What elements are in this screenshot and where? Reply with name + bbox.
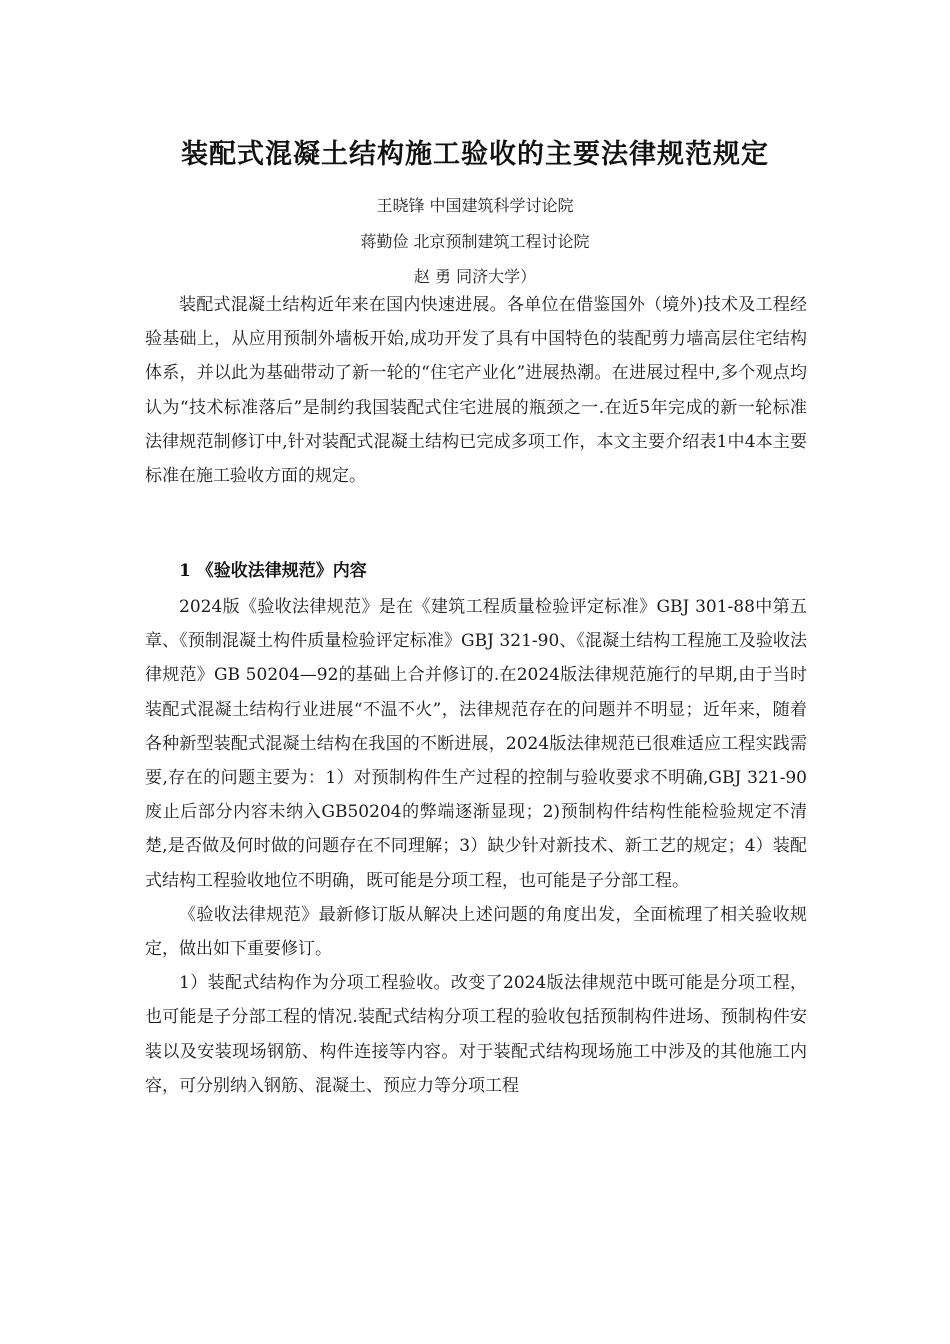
author-line-2: 蒋勤俭 北京预制建筑工程讨论院 (360, 232, 590, 251)
section-1-paragraph-3: 1）装配式结构作为分项工程验收。改变了2024版法律规范中既可能是分项工程，也可能是子分部工程的情况.装配式结构分项工程的验收包括预制构件进场、预制构件安装以及安装现场钢筋、构件连接等内容。对于装配式结构现场施工中涉及的其他施工内容，可分别纳入钢筋、混凝土、预应力等分项工程 (145, 973, 807, 1096)
section-1-paragraph-1: 2024版《验收法律规范》是在《建筑工程质量检验评定标准》GBJ 301-88中第五章、《预制混凝土构件质量检验评定标准》GBJ 321-90、《混凝土结构工程施工及验收法律规范》GB 50204—92的基础上合并修订的.在2024版法律规范施行的早期,由于当时装配式混凝土结构行业进展“不温不火”，法律规范存在的问题并不明显；近年来，随着各种新型装配式混凝土结构在我国的不断进展，2024版法律规范已很难适应工程实践需要,存在的问题主要为：1）对预制构件生产过程的控制与验收要求不明确,GBJ 321-90废止后部分内容未纳入GB50204的弊端逐渐显现；2)预制构件结构性能检验规定不清楚,是否做及何时做的问题存在不同理解；3）缺少针对新技术、新工艺的规定；4）装配式结构工程验收地位不明确，既可能是分项工程，也可能是子分部工程。 (145, 597, 807, 891)
section-1-heading: 1 《验收法律规范》内容 (179, 561, 367, 581)
author-line-3: 赵 勇 同济大学） (413, 267, 537, 286)
intro-paragraph: 装配式混凝土结构近年来在国内快速进展。各单位在借鉴国外（境外)技术及工程经验基础上，从应用预制外墙板开始,成功开发了具有中国特色的装配剪力墙高层住宅结构体系，并以此为基础带动了新一轮的“住宅产业化”进展热潮。在进展过程中,多个观点均认为“技术标准落后”是制约我国装配式住宅进展的瓶颈之一.在近5年完成的新一轮标准法律规范制修订中,针对装配式混凝土结构已完成多项工作，本文主要介绍表1中4本主要标准在施工验收方面的规定。 (145, 295, 807, 487)
section-1-paragraph-2: 《验收法律规范》最新修订版从解决上述问题的角度出发，全面梳理了相关验收规定，做出如下重要修订。 (145, 904, 807, 960)
intro-section (145, 288, 807, 493)
section-1-body (145, 590, 807, 1103)
author-line-1: 王晓锋 中国建筑科学讨论院 (376, 196, 574, 215)
document-title: 装配式混凝土结构施工验收的主要法律规范规定 (181, 139, 769, 170)
